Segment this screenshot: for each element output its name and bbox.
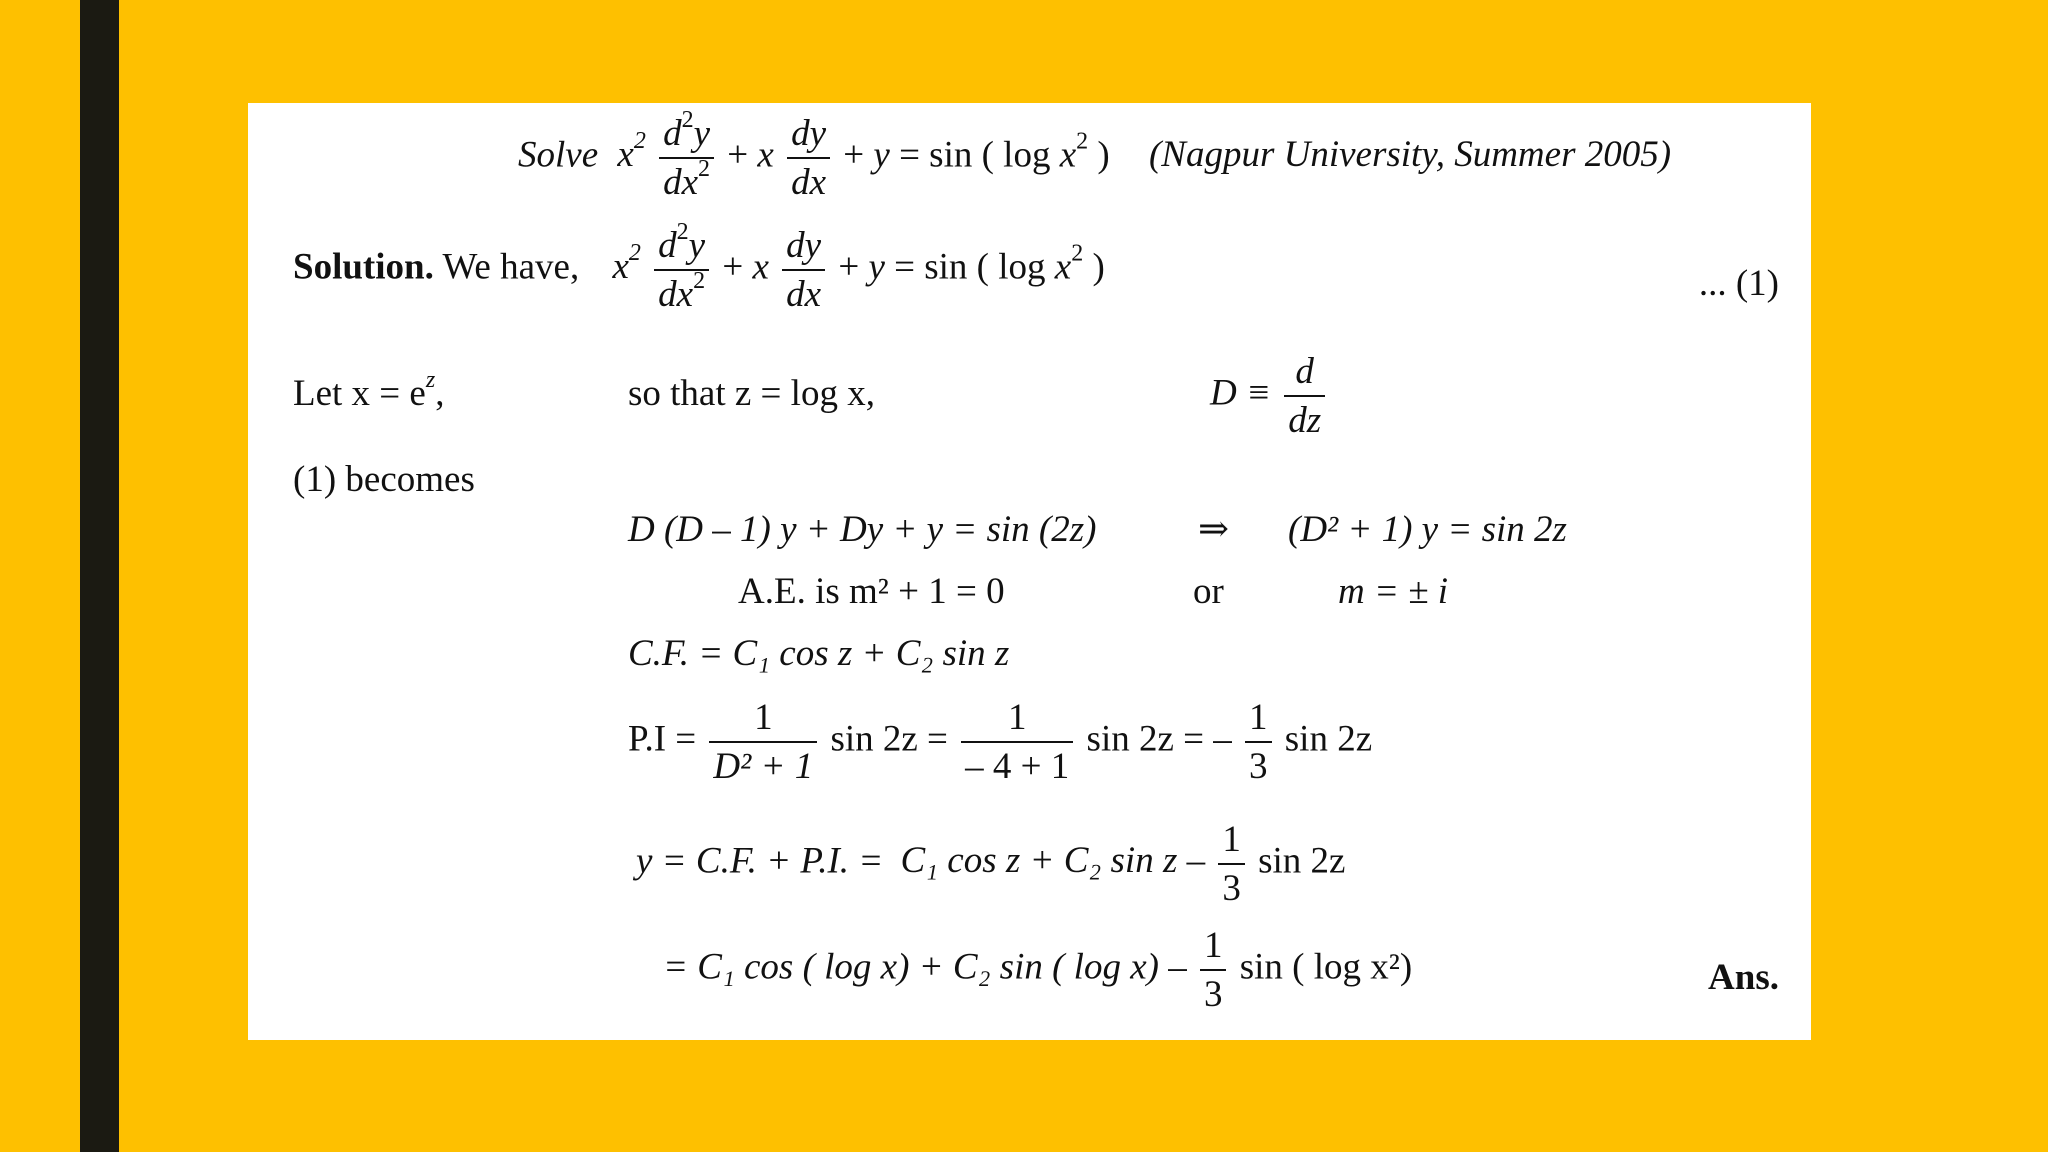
d-operator: D ≡ $\frac{d}{dz}$ (1210, 353, 1329, 439)
solution-label: Solution. (293, 246, 434, 288)
slide-content-card (248, 103, 1811, 1040)
solution-line: Solution. We have, $x^2$ $\frac{d^2y}{dx^2}$ + x $\frac{dy}{dx}$ + y = sin ( $\log x^2$ ) (293, 219, 1105, 315)
problem-source: (Nagpur University, Summer 2005) (1148, 134, 1672, 176)
auxiliary-equation: A.E. is m² + 1 = 0 (738, 571, 1005, 612)
answer-label: Ans. (1708, 957, 1779, 998)
transformed-rhs: (D² + 1) y = sin 2z (1288, 509, 1567, 550)
solve-word: Solve (518, 134, 599, 176)
general-solution: y = C.F. + P.I. = C₁ cos z + C₂ sin z – $\frac{1}{3}$ sin 2z (636, 819, 1346, 909)
auxiliary-roots: m = ± i (1338, 571, 1449, 612)
left-accent-bar (80, 0, 119, 1152)
final-solution: = C₁ cos ( log x) + C₂ sin ( log x) – $\frac{1}{3}$ sin ( log x²) (663, 925, 1413, 1015)
implies-symbol: ⇒ (1198, 509, 1230, 550)
so-that-text: so that z = log x, (628, 373, 875, 414)
or-word: or (1193, 571, 1224, 612)
solution-intro: We have, (442, 246, 580, 288)
let-substitution: Let $x = e^z$, (293, 367, 445, 414)
equation-number: ... (1) (1698, 263, 1779, 304)
becomes-text: (1) becomes (293, 459, 475, 500)
transformed-lhs: D (D – 1) y + Dy + y = sin (2z) (628, 509, 1097, 550)
particular-integral: P.I = $\frac{1}{\text{D² + 1}}$ sin 2z = $\frac{1}{- 4 + 1}$ sin 2z = – $\frac{1}{3}$ sin 2z (628, 697, 1373, 787)
problem-statement: Solve $x^2$ $\frac{d^2y}{dx^2}$ + x $\frac{dy}{dx}$ + y = sin ( $\log x^2$ ) (Nagpur University, Summer 2005) (518, 107, 1672, 203)
complementary-function: C.F. = C₁ cos z + C₂ sin z (628, 633, 1010, 674)
